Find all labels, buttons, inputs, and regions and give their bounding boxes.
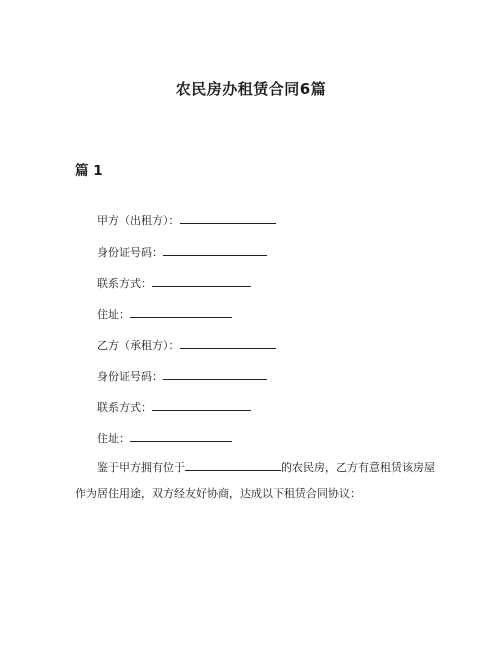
paragraph-line-1 xyxy=(75,455,435,481)
fill-in-blank[interactable] xyxy=(185,460,281,471)
field-lessor-address xyxy=(97,306,232,322)
document-title: 农民房办租赁合同6篇 xyxy=(175,80,327,98)
fill-in-blank[interactable] xyxy=(180,338,276,349)
field-lessee xyxy=(97,337,276,353)
fill-in-blank[interactable] xyxy=(152,400,251,411)
preamble-paragraph xyxy=(75,455,435,507)
paragraph-text: 鉴于甲方拥有位于 xyxy=(97,461,185,474)
field-lessee-address xyxy=(97,430,232,446)
field-lessee-id xyxy=(97,368,267,384)
paragraph-text: 的农民房，乙方有意租赁该房屋 xyxy=(281,461,435,474)
field-lessor-contact xyxy=(97,275,251,291)
field-lessor-id xyxy=(97,244,267,260)
fill-in-blank[interactable] xyxy=(152,276,251,287)
field-label: 乙方（承租方）： xyxy=(97,339,180,352)
field-label: 联系方式： xyxy=(97,277,152,290)
fill-in-blank[interactable] xyxy=(163,245,267,256)
field-label: 身份证号码： xyxy=(97,246,163,259)
section-heading: 篇 1 xyxy=(75,163,103,179)
fill-in-blank[interactable] xyxy=(163,369,267,380)
fill-in-blank[interactable] xyxy=(180,213,276,224)
field-lessor xyxy=(97,212,276,228)
field-lessee-contact xyxy=(97,399,251,415)
fill-in-blank[interactable] xyxy=(130,431,232,442)
field-label: 甲方（出租方）： xyxy=(97,214,180,227)
field-label: 住址： xyxy=(97,432,130,445)
field-label: 住址： xyxy=(97,308,130,321)
field-label: 身份证号码： xyxy=(97,370,163,383)
paragraph-line-2: 作为居住用途，双方经友好协商，达成以下租赁合同协议： xyxy=(75,487,361,500)
fill-in-blank[interactable] xyxy=(130,307,232,318)
field-label: 联系方式： xyxy=(97,401,152,414)
